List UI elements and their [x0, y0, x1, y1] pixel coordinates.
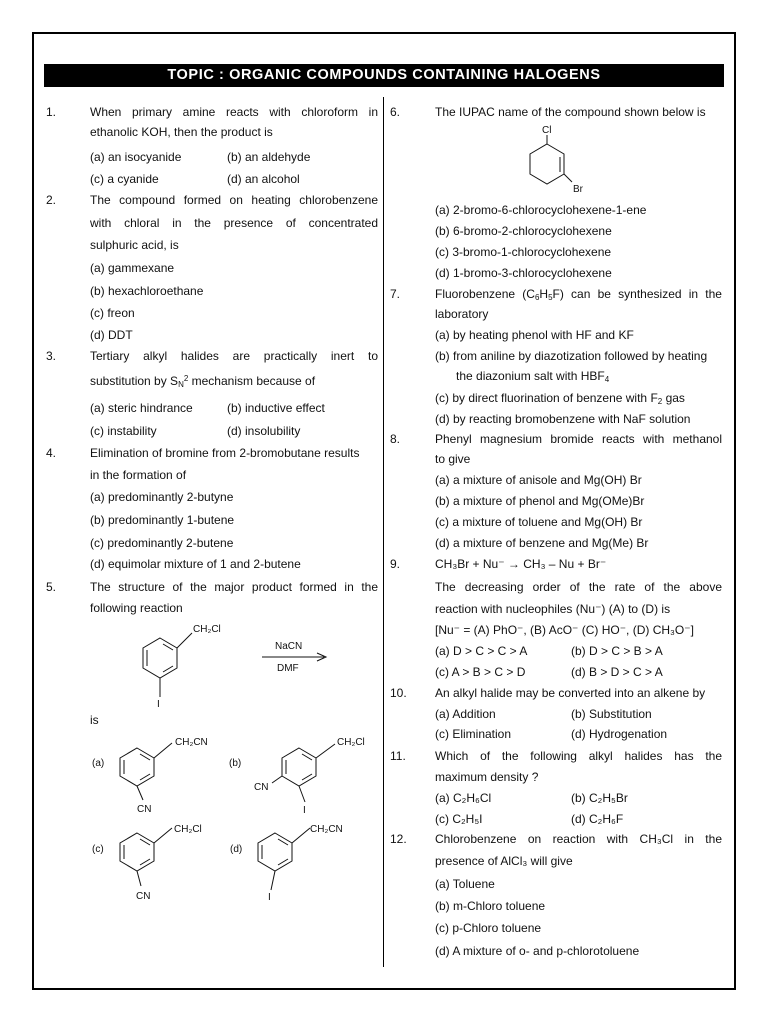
q11-option-a: (a) C₂H₆Cl [435, 791, 492, 805]
q3-option-b: (b) inductive effect [227, 401, 325, 415]
q4-number: 4. [46, 446, 57, 460]
q5-is: is [90, 713, 99, 727]
q5-option-b-iodo: I [303, 805, 306, 816]
q2-option-c: (c) freon [90, 306, 135, 320]
q7-text-line2: laboratory [435, 307, 489, 321]
q2-text-line3: sulphuric acid, is [90, 238, 179, 252]
q5-option-c-structure [120, 828, 172, 886]
q12-option-b: (b) m-Chloro toluene [435, 899, 546, 913]
q8-option-a: (a) a mixture of anisole and Mg(OH) Br [435, 473, 642, 487]
q11-option-d: (d) C₂H₆F [571, 812, 624, 826]
q9-option-a: (a) D > C > C > A [435, 644, 528, 658]
q12-option-a: (a) Toluene [435, 877, 495, 891]
q1-option-c: (c) a cyanide [90, 172, 159, 186]
q10-text-line1: An alkyl halide may be converted into an alkene by [435, 686, 706, 700]
q5-reactant-iodo-label: I [157, 699, 160, 710]
q5-option-d-structure [258, 828, 310, 890]
q6-chloro-label: Cl [542, 125, 552, 136]
q3-option-a: (a) steric hindrance [90, 401, 193, 415]
q11-option-b: (b) C₂H₅Br [571, 791, 628, 805]
column-divider [383, 97, 384, 967]
q5-option-b-cn: CN [254, 782, 269, 793]
q11-option-c: (c) C₂H₅I [435, 812, 483, 826]
q5-option-c-ch2cl: CH₂Cl [174, 824, 202, 835]
q12-text-line2: presence of AlCl₃ will give [435, 854, 573, 868]
q4-option-d: (d) equimolar mixture of 1 and 2-butene [90, 557, 301, 571]
q12-option-d: (d) A mixture of o- and p-chlorotoluene [435, 944, 640, 958]
q5-text-line1: The structure of the major product formed in the [90, 580, 378, 594]
q12-number: 12. [390, 832, 407, 846]
q5-option-c-label: (c) [92, 844, 104, 855]
q4-option-b: (b) predominantly 1-butene [90, 513, 235, 527]
q5-reagent-dmf: DMF [277, 663, 299, 674]
q1-option-a: (a) an isocyanide [90, 150, 182, 164]
q3-text-line1: Tertiary alkyl halides are practically inert to [90, 349, 378, 363]
q7-option-c: (c) by direct fluorination of benzene with $F_2$ gas [435, 391, 685, 406]
q5-reagent-nacn: NaCN [275, 641, 303, 652]
q5-option-d-iodo: I [268, 892, 271, 903]
q10-option-c: (c) Elimination [435, 727, 512, 741]
q6-structure [520, 122, 610, 200]
q11-text-line1: Which of the following alkyl halides has the [435, 749, 722, 763]
q3-text-line2: substitution by $S_N^2$ mechanism because of [90, 374, 316, 389]
q1-number: 1. [46, 105, 57, 119]
q7-option-b-line2: the diazonium salt with $HBF_4$ [456, 369, 610, 384]
q9-option-c: (c) A > B > C > D [435, 665, 526, 679]
q2-text-line2: with chloral in the presence of concentrated [90, 216, 378, 230]
q6-option-b: (b) 6-bromo-2-chlorocyclohexene [435, 224, 612, 238]
q2-option-b: (b) hexachloroethane [90, 284, 204, 298]
q9-number: 9. [390, 557, 401, 571]
q9-option-d: (d) B > D > C > A [571, 665, 663, 679]
q7-option-b-line1: (b) from aniline by diazotization followed by heating [435, 349, 708, 363]
q4-option-c: (c) predominantly 2-butene [90, 536, 234, 550]
q9-text-line2: The decreasing order of the rate of the above [435, 580, 722, 594]
q5-number: 5. [46, 580, 57, 594]
q7-text-line1: Fluorobenzene $(C_6H_5F)$ can be synthesized in the [435, 287, 722, 302]
q6-option-a: (a) 2-bromo-6-chlorocyclohexene-1-ene [435, 203, 647, 217]
q1-option-b: (b) an aldehyde [227, 150, 311, 164]
q8-option-c: (c) a mixture of toluene and Mg(OH) Br [435, 515, 643, 529]
q2-text-line1: The compound formed on heating chlorobenzene [90, 193, 378, 207]
q5-option-d-label: (d) [230, 844, 243, 855]
q5-option-d-ch2cn: CH₂CN [310, 824, 343, 835]
q2-number: 2. [46, 193, 57, 207]
q3-option-c: (c) instability [90, 424, 157, 438]
q3-option-d: (d) insolubility [227, 424, 301, 438]
q4-text-line2: in the formation of [90, 468, 187, 482]
q11-number: 11. [390, 749, 406, 763]
q4-text-line1: Elimination of bromine from 2-bromobutane results [90, 446, 360, 460]
q7-number: 7. [390, 287, 401, 301]
q6-number: 6. [390, 105, 401, 119]
q12-option-c: (c) p-Chloro toluene [435, 921, 542, 935]
q8-text-line1: Phenyl magnesium bromide reacts with methanol [435, 432, 722, 446]
q10-number: 10. [390, 686, 407, 700]
q6-option-c: (c) 3-bromo-1-chlorocyclohexene [435, 245, 612, 259]
q5-option-structures [85, 728, 375, 908]
q5-option-a-cn: CN [137, 804, 152, 815]
q8-text-line2: to give [435, 452, 471, 466]
q9-option-b: (b) D > C > B > A [571, 644, 663, 658]
q5-reactant-structure [120, 615, 350, 710]
topic-banner: TOPIC : ORGANIC COMPOUNDS CONTAINING HALOGENS [44, 64, 724, 87]
q7-option-a: (a) by heating phenol with HF and KF [435, 328, 634, 342]
q5-text-line2: following reaction [90, 601, 183, 615]
q10-option-d: (d) Hydrogenation [571, 727, 668, 741]
q3-number: 3. [46, 349, 57, 363]
q5-option-a-ch2cn: CH₂CN [175, 737, 208, 748]
q6-bromo-label: Br [573, 184, 583, 195]
q8-option-b: (b) a mixture of phenol and Mg(OMe)Br [435, 494, 645, 508]
q7-option-d: (d) by reacting bromobenzene with NaF solution [435, 412, 691, 426]
q12-text-line1: Chlorobenzene on reaction with CH₃Cl in the [435, 832, 722, 846]
q1-text-line2: ethanolic KOH, then the product is [90, 125, 273, 139]
q2-option-d: (d) DDT [90, 328, 133, 342]
q10-option-b: (b) Substitution [571, 707, 652, 721]
q4-option-a: (a) predominantly 2-butyne [90, 490, 234, 504]
q10-option-a: (a) Addition [435, 707, 496, 721]
q1-option-d: (d) an alcohol [227, 172, 300, 186]
q5-reactant-ch2cl-label: CH₂Cl [193, 624, 221, 635]
q1-text-line1: When primary amine reacts with chloroform in [90, 105, 378, 119]
q9-equation: CH₃Br + Nu⁻ → CH₃ – Nu + Br⁻ [435, 557, 607, 571]
q6-option-d: (d) 1-bromo-3-chlorocyclohexene [435, 266, 612, 280]
q8-number: 8. [390, 432, 401, 446]
q9-text-line3: reaction with nucleophiles (Nu⁻) (A) to (D) is [435, 602, 671, 616]
q5-option-a-structure [120, 743, 172, 800]
q6-text-line1: The IUPAC name of the compound shown below is [435, 105, 706, 119]
q5-option-b-ch2cl: CH₂Cl [337, 737, 365, 748]
q9-text-line4: [Nu⁻ = (A) PhO⁻, (B) AcO⁻ (C) HO⁻, (D) CH₃O⁻] [435, 623, 694, 637]
q5-option-c-cn: CN [136, 891, 151, 902]
q5-option-b-label: (b) [229, 758, 242, 769]
q2-option-a: (a) gammexane [90, 261, 175, 275]
q11-text-line2: maximum density ? [435, 770, 539, 784]
q5-option-b-structure [272, 744, 335, 802]
q8-option-d: (d) a mixture of benzene and Mg(Me) Br [435, 536, 649, 550]
q5-option-a-label: (a) [92, 758, 105, 769]
